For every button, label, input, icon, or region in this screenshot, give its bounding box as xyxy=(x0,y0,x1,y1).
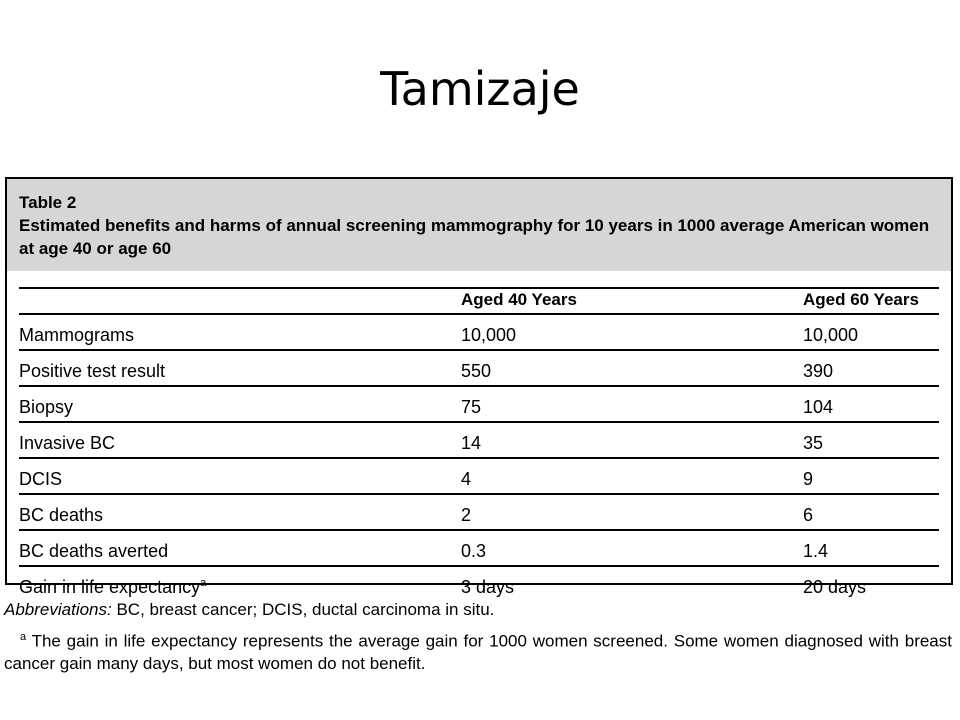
footnote-text: The gain in life expectancy represents the average gain for 1000 women screened. Some women diagnosed with breast cancer gain many days, but most women do not benefit. xyxy=(4,631,952,673)
table-grid xyxy=(19,287,939,601)
table-row xyxy=(19,315,939,351)
cell-age60: 104 xyxy=(803,397,834,417)
abbreviations-text: BC, breast cancer; DCIS, ductal carcinoma in situ. xyxy=(111,600,495,619)
row-label: Biopsy xyxy=(19,397,74,417)
footnote-marker: a xyxy=(20,631,27,643)
table-label: Table 2 xyxy=(19,193,77,212)
cell-age60: 35 xyxy=(803,433,824,453)
footnote xyxy=(4,626,952,675)
column-header-age40: Aged 40 Years xyxy=(461,290,577,309)
cell-age40: 75 xyxy=(461,397,482,417)
row-label: Invasive BC xyxy=(19,433,116,453)
cell-age60: 1.4 xyxy=(803,541,829,561)
cell-age40: 10,000 xyxy=(461,325,517,345)
row-label: BC deaths xyxy=(19,505,104,525)
cell-age60: 10,000 xyxy=(803,325,859,345)
cell-age40: 14 xyxy=(461,433,482,453)
row-label: Mammograms xyxy=(19,325,135,345)
row-label xyxy=(19,577,206,598)
footnote-marker: a xyxy=(200,577,207,589)
abbreviations-label: Abbreviations: xyxy=(4,600,112,619)
cell-age40: 550 xyxy=(461,361,492,381)
row-label: DCIS xyxy=(19,469,63,489)
row-label-text: Gain in life expectancy xyxy=(19,577,201,597)
abbreviations-note xyxy=(4,600,494,620)
table-row xyxy=(19,567,939,601)
cell-age40: 4 xyxy=(461,469,472,489)
table-header-row xyxy=(19,287,939,315)
slide-title: Tamizaje xyxy=(380,62,580,116)
table-row xyxy=(19,495,939,531)
table-caption xyxy=(7,179,951,271)
table-row xyxy=(19,459,939,495)
table-caption-text: Estimated benefits and harms of annual screening mammography for 10 years in 1000 average American women at age 40 or age 60 xyxy=(19,216,930,258)
cell-age40: 2 xyxy=(461,505,472,525)
cell-age60: 20 days xyxy=(803,577,867,597)
column-header-age60: Aged 60 Years xyxy=(803,290,919,309)
data-table xyxy=(5,177,953,597)
cell-age40: 3 days xyxy=(461,577,515,597)
table-row xyxy=(19,531,939,567)
table-row xyxy=(19,351,939,387)
cell-age60: 390 xyxy=(803,361,834,381)
cell-age60: 6 xyxy=(803,505,814,525)
cell-age60: 9 xyxy=(803,469,814,489)
row-label: Positive test result xyxy=(19,361,166,381)
table-row xyxy=(19,387,939,423)
row-label: BC deaths averted xyxy=(19,541,169,561)
cell-age40: 0.3 xyxy=(461,541,487,561)
table-row xyxy=(19,423,939,459)
